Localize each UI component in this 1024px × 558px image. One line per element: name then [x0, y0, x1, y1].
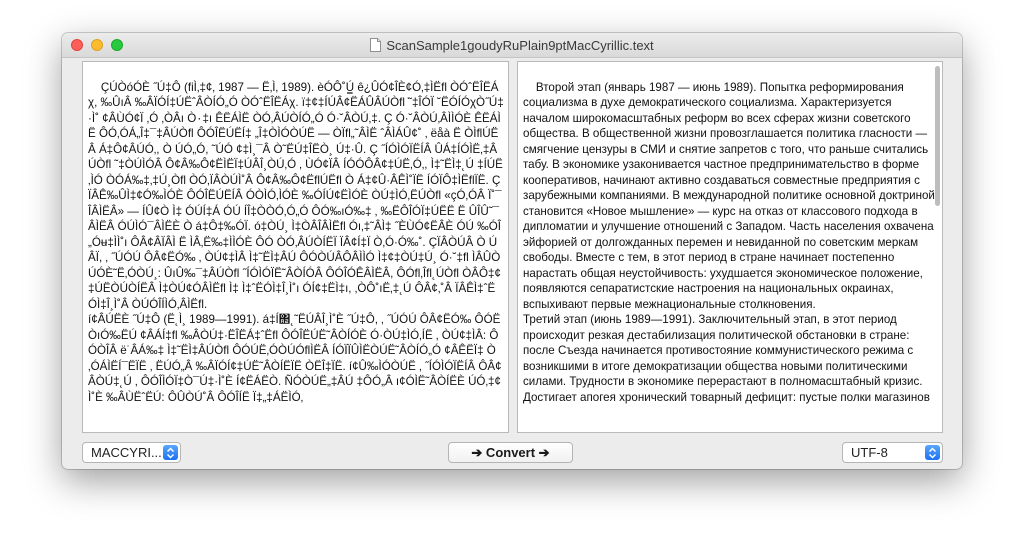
source-encoding-value: MACCYRI...	[91, 445, 162, 460]
target-encoding-value: UTF-8	[851, 445, 888, 460]
window-title-group	[62, 33, 962, 57]
up-down-chevron-icon	[163, 445, 178, 460]
convert-button[interactable]	[448, 442, 573, 463]
source-encoding-select[interactable]	[82, 442, 181, 463]
up-down-chevron-icon	[925, 445, 940, 460]
source-text: ÇÚÒóÓÈ ˝Ú‡Ô (fiÌ‚‡¢‚ 1987 — Ë‚Ì‚ 1989). èÓÔ˚Ú͇ ê¿ÛÓ¢ÎÈ¢Ó‚‡ÌËfl ÒÓˆËÎËÁχ, ‰ÛıÂ ‰ÂÏÓÍ‡ÚËˆÂÒÍÓ„Ó ÒÓˆËÎËÁχ. ï‡¢‡ÍÚÂ¢ËÁÛÂÚÒfl ̇˜‡ÎÓÏ ˘ËÓÍÓχÒ˝Ú‡·Ì˚ ¢ÂÙÓ¢Ï ‚Ó ‚ÒÂı Ò٠‡ı ÊËÁÌË ÒÓ‚ÂÚÒÍÓ„Ó Ó·˘ÂÒÚ‚‡. Ç Ó·˘ÂÒÚ‚ÂÌÌÓÈ ÊËÁÌË ÔÓ‚ÓÁ„Î‡¯‡ÂÚÒfl ÔÓÎËÚËÍ‡ „Î‡ÒÌÓÒÚË — ÒÏfl„˜ÂÌË ˆÂÌÁÛ¢˚ ‚ ëåà Ë ÒÌflÚËÂ Á‡Ô¢ÂÚÓ‚, Ò ÚÓ„Ó, ˜ÚÓ ¢‡Ì¸¯Â Ò˜ËÚ‡ÎËÒ¸ Ú‡·Û. Ç ˝ÍÓÌÓÏËÍÂ ÛÁ‡ÍÓÌË‚‡ÂÚÒfl ˜‡ÒÚÌÓÂ Ô¢Â‰Ô¢ËÌËÏ‡ÚÂÎ¸ÒÚ‚Ó ‚ ÙÓ¢ÏÂ ÍÓÓÔÂ¢‡ÚË‚Ó‚, Ì‡˜ËÌ‡˛Ú ‡ÍÚË‚ÌÓ ÒÓÁ‰‡‚‡Ú¸Òfl ÒÓ‚ÏÂÒÚÌ˚Â Ô¢Â‰Ô¢ËflÚËfl Ò Á‡¢Û·ÂÊÌ˚ÏË ÍÓÏÔ‡ÌËflÏË. Ç ÏÂÊ‰ÛÌ‡¢Ó‰ÌÓÈ ÔÓÎËÚËÍÂ ÓÒÌÓ‚ÌÓÈ ‰ÓÍÚ¢ËÌÓÈ ÒÚ‡ÌÓ‚ËÚÒfl «çÓ‚ÓÂ Ï˚¯ÎÂÌËÂ» — ÍÛ¢Ò Ì‡ ÓÚÍ‡Á ÓÚ ÍÎ‡ÒÒÓ‚Ó„Ó ÔÓ‰ıÓ‰‡ ‚ ‰ËÔÎÓÏ‡ÚËË Ë ÛÎÛ˜¯ÂÌËÂ ÓÚÌÓ¯ÂÌËÈ Ò á‡Ô‡‰ÓÏ. ó‡ÒÚ¸ Ì‡ÒÂÎÂÌËfl Óı‚‡˜ÂÌ‡ ˝ÈÙÓ¢ËÂÈ ÓÚ ‰ÓÎ„Óʉ‡ÌÌ˚ı ÔÂ¢ÂÏÂÌ Ë ÌÂ‚Ë‰‡ÌÌÓÈ ÔÓ ÒÓ‚ÂÚÒÍËÏ ÏÂ¢Í‡Ï Ò‚Ó·Ó‰˚. ÇÏÂÒÚÂ Ò ÚÂÏ, ‚ ˝ÚÓÚ ÔÂ¢ËÓ‰ ‚ ÒÚ¢‡ÌÂ Ì‡˜ËÌ‡ÂÚ ÔÓÒÚÂÔÂÌÌÓ Ì‡¢‡ÒÚ‡Ú¸ Ó·˘‡fl ÌÂÛÒÚÓÈ˜Ë‚ÓÒÚ¸: ÛıÛ‰¯‡ÂÚÒfl ˝ÍÓÌÓÏË˜ÂÒÍÓÂ ÔÓÎÓÊÂÌËÂ, ÔÓfl‚Îfl˛ÚÒfl ÒÂÔ‡¢‡ÚËÒÚÒÍËÂ Ì‡ÒÚ¢ÓÂÌËfl Ì‡ Ì‡ˆËÓÌ‡Î¸Ì˚ı ÓÍ¢‡ËÌ‡ı, ‚ÒÔ˚ıË‚‡˛Ú ÔÂ¢‚˚Â ÏÂÊÌ‡ˆËÓÌ‡Î¸Ì˚Â ÒÚÓÎÍÌÓ‚ÂÌËfl. í¢ÂÚËÈ ˝Ú‡Ô (Ë˛Ì¸ 1989—1991). á‡Í΢˛˜ËÚÂÎ¸Ì˚È ˝Ú‡Ô, ‚ ˝ÚÓÚ ÔÂ¢ËÓ‰ ÔÓËÒıÓ‰ËÚ ¢ÂÁÍ‡fl ‰ÂÒÚ‡·ËÎËÁ‡ˆËfl ÔÓÎËÚË˜ÂÒÍÓÈ Ó·ÒÚ‡ÌÓ‚ÍË ‚ ÒÚ¢‡ÌÂ: ÔÓÒÎÂ ë˙ÂÁ‰‡ Ì‡˜ËÌ‡ÂÚÒfl ÔÓÚË‚ÓÒÚÓflÌËÂ ÍÓÏÏÛÌËÒÚË˜ÂÒÍÓ„Ó ¢ÂÊËÏ‡ Ò ‚ÓÁÌËÍ¯ËÏË ‚ ËÚÓ„Â ‰ÂÏÓÍ¢‡ÚË˜ÂÒÍËÏË ÒËÎ‡ÏË. í¢Û‰ÌÓÒÚË ‚ ˝ÍÓÌÓÏËÍÂ ÔÂ¢ÂÒÚ‡˛Ú ‚ ÔÓÎÌÓÏ‡Ò¯Ú‡·Ì˚È Í¢ËÁËÒ. ÑÓÒÚË„‡ÂÚ ‡ÔÓ„Â ı¢ÓÌË˜ÂÒÍËÈ ÚÓ‚‡¢Ì˚È ‰ÂÙËˆËÚ: ÔÛÒÚ˚Â ÔÓÎÍË Ï‡„‡ÁËÌÓ‚	[88, 80, 504, 404]
convert-button-label: ➔ Convert ➔	[471, 444, 550, 460]
converted-text-scrollbar[interactable]	[935, 66, 940, 206]
document-icon	[370, 38, 381, 52]
target-encoding-select[interactable]	[842, 442, 943, 463]
window-title: ScanSample1goudyRuPlain9ptMacCyrillic.text	[386, 37, 654, 53]
converted-text-area[interactable]	[517, 61, 943, 433]
app-window	[62, 33, 962, 469]
source-text-area[interactable]	[82, 61, 509, 433]
title-bar[interactable]	[62, 33, 962, 58]
converted-text: Второй этап (январь 1987 — июнь 1989). Попытка реформирования социализма в духе демократического социализма. Характеризуется началом широкомасштабных реформ во всех сферах жизни советского общества. В общественной жизни провозглашается политика гласности — смягчение цензуры в СМИ и снятие запретов с того, что раньше считались табу. В экономике узаконивается частное предпринимательство в форме кооперативов, начинают активно создаваться совместные предприятия с зарубежными компаниями. В международной политике основной доктриной становится «Новое мышление» — курс на отказ от классового подхода в дипломатии и улучшение отношений с Западом. Часть населения охвачена эйфорией от долгожданных перемен и невиданной по советским меркам свободы. Вместе с тем, в этот период в стране начинает постепенно нарастать общая неустойчивость: ухудшается экономическое положение, появляются сепаратистские настроения на национальных окраинах, вспыхивают первые межнациональные столкновения. Третий этап (июнь 1989—1991). Заключительный этап, в этот период происходит резкая дестабилизация политической обстановки в стране: после Съезда начинается противостояние коммунистического режима с возникшими в итоге демократизации общества новыми политическими силами. Трудности в экономике перерастают в полномасштабный кризис. Достигает апогея хронический товарный дефицит: пустые полки магазинов	[523, 80, 935, 404]
